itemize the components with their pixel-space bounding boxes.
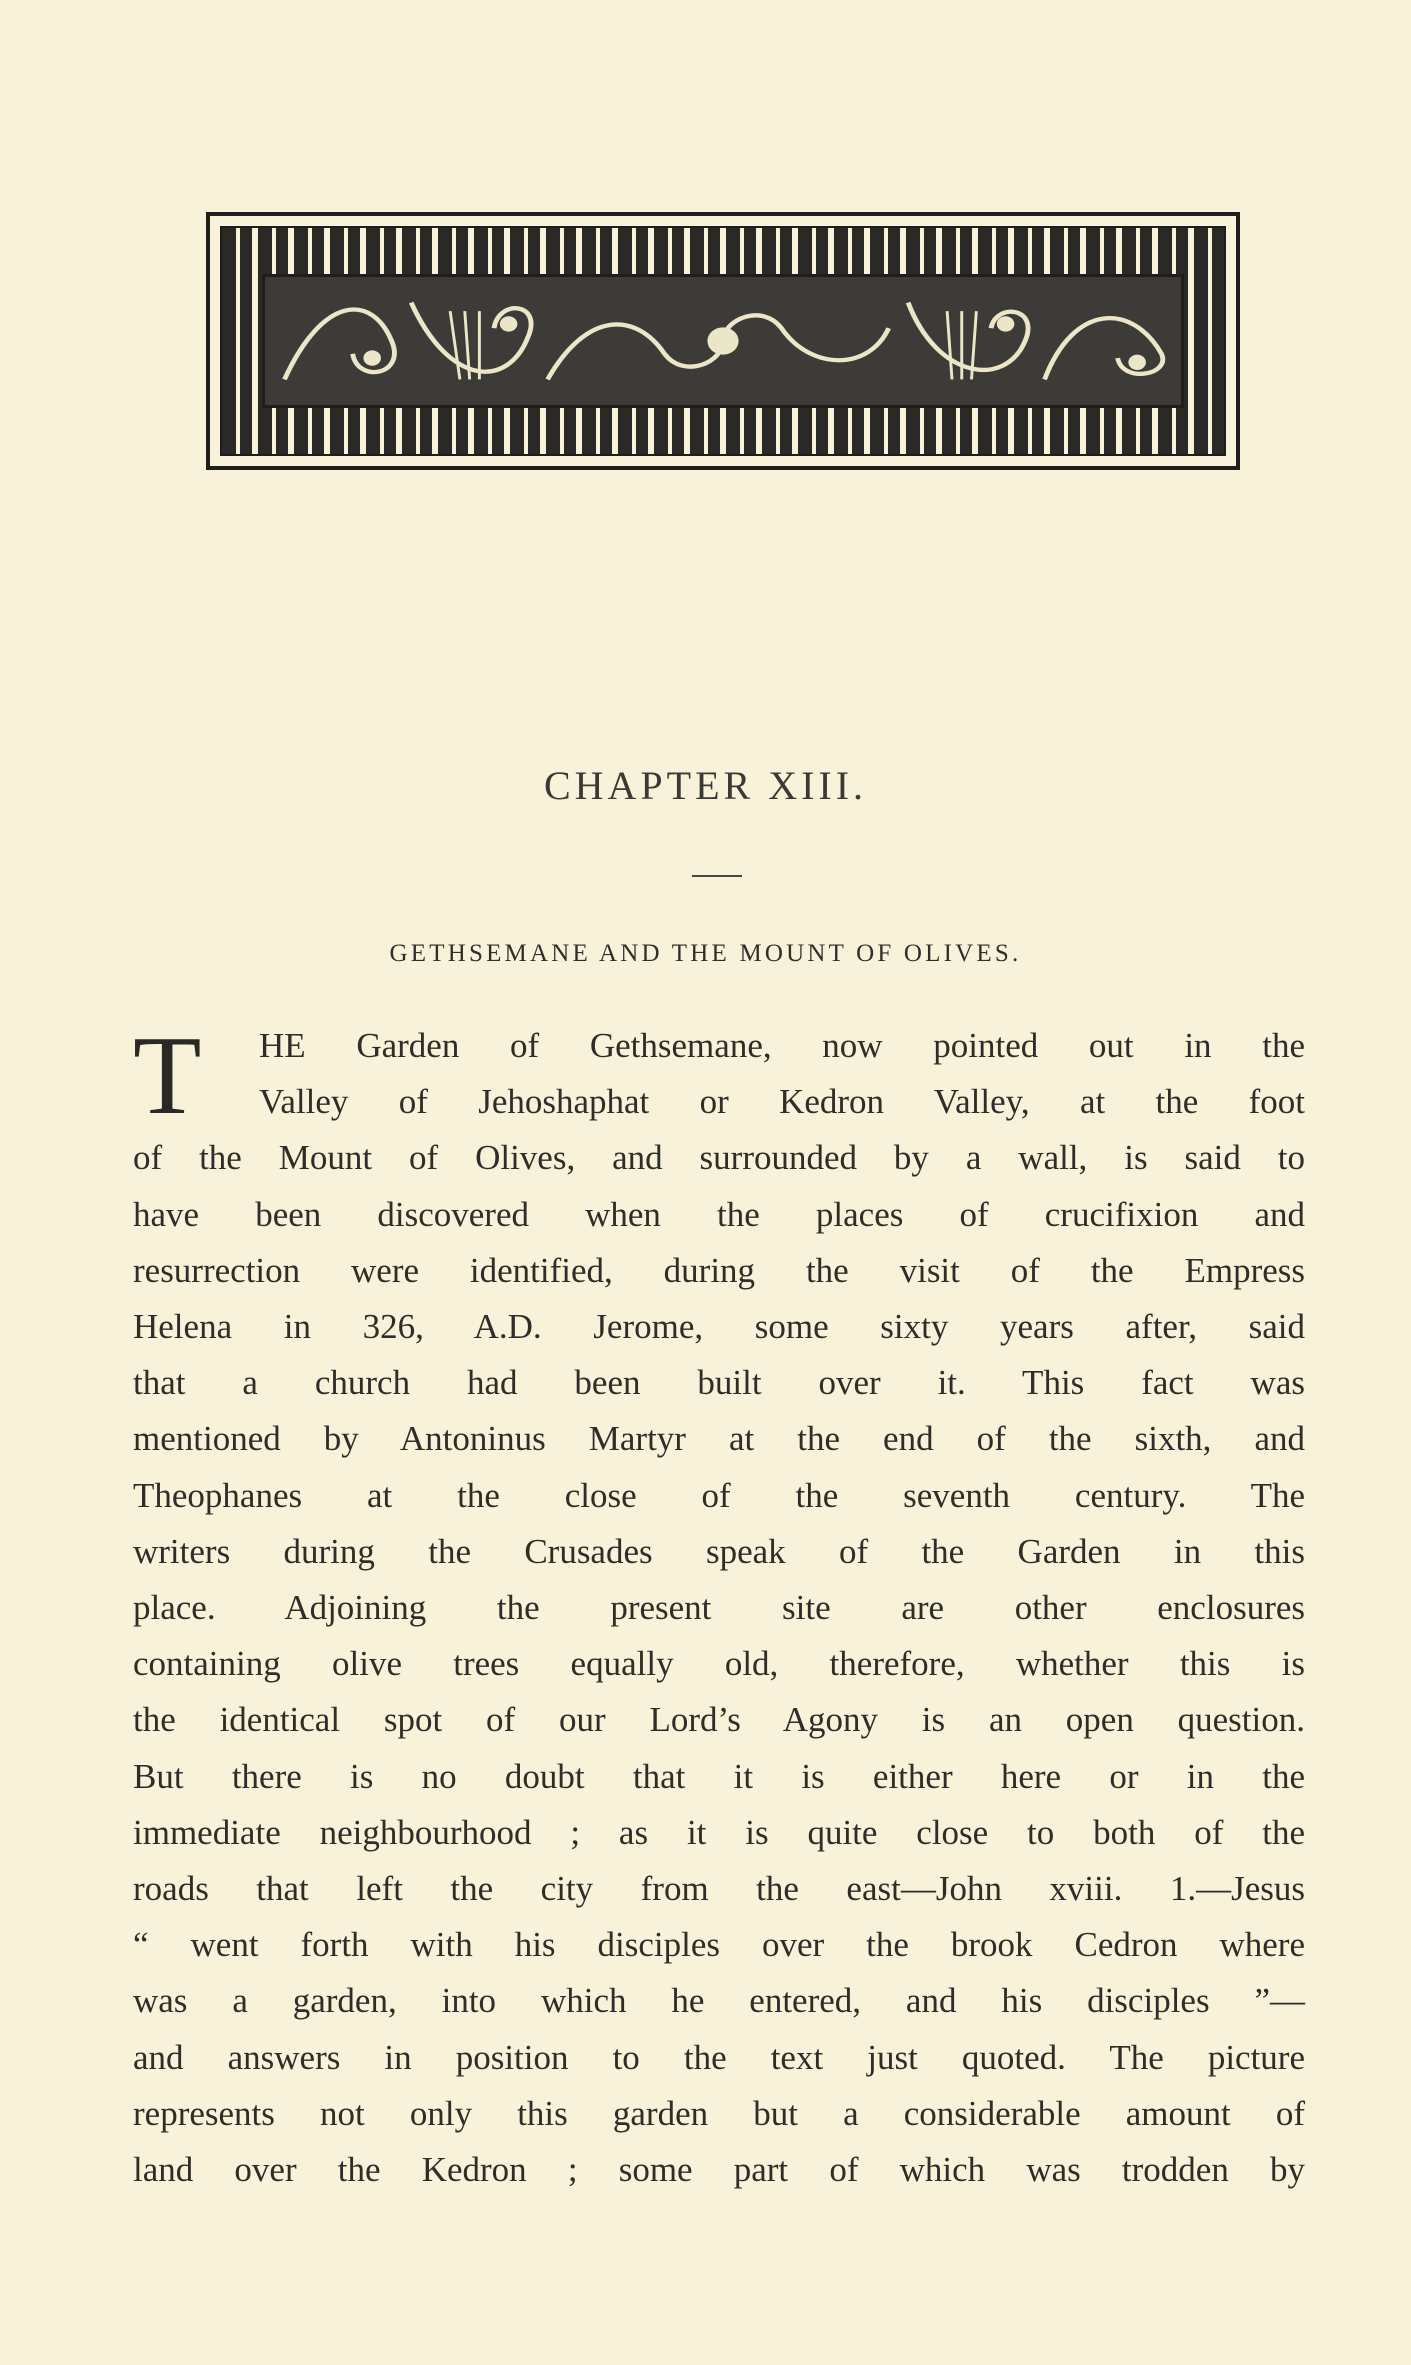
body-line: Helena in 326, A.D. Jerome, some sixty years after, said [133,1307,1305,1347]
fret-border [220,226,1226,456]
body-line: of the Mount of Olives, and surrounded by a wall, is said to [133,1138,1305,1178]
body-line: resurrection were identified, during the visit of the Empress [133,1250,1305,1290]
body-line: and answers in position to the text just quoted. The picture [133,2037,1305,2077]
body-line: the identical spot of our Lord’s Agony is an open question. [133,1700,1305,1740]
body-line: immediate neighbourhood ; as it is quite close to both of the [133,1812,1305,1852]
scroll-ornament-icon [262,274,1184,408]
chapter-heading: CHAPTER XIII. [543,763,868,808]
chapter-body [133,1014,1305,2198]
body-line: place. Adjoining the present site are other enclosures [133,1588,1305,1628]
body-line: land over the Kedron ; some part of which was trodden by [133,2150,1305,2190]
chapter-title: GETHSEMANE AND THE MOUNT OF OLIVES. [389,940,1022,967]
body-line: that a church had been built over it. This fact was [133,1363,1305,1403]
body-line: HE Garden of Gethsemane, now pointed out in the [259,1026,1305,1065]
body-line: mentioned by Antoninus Martyr at the end of the sixth, and [133,1419,1305,1459]
body-line: But there is no doubt that it is either here or in the [133,1756,1305,1796]
body-line: roads that left the city from the east—John xviii. 1.—Jesus [133,1869,1305,1909]
heading-divider [692,875,742,877]
body-line: have been discovered when the places of crucifixion and [133,1194,1305,1234]
ornamental-header-band [206,212,1240,470]
body-line: represents not only this garden but a considerable amount of [133,2093,1305,2133]
body-line: was a garden, into which he entered, and his disciples ”— [133,1981,1305,2021]
body-line: Theophanes at the close of the seventh century. The [133,1475,1305,1515]
body-line: containing olive trees equally old, therefore, whether this is [133,1644,1305,1684]
drop-cap: T [133,1014,202,1138]
scroll-ornament-svg [265,277,1181,405]
body-line: Valley of Jehoshaphat or Kedron Valley, at the foot [259,1082,1305,1122]
body-line: writers during the Crusades speak of the Garden in this [133,1531,1305,1571]
body-line: “ went forth with his disciples over the brook Cedron where [133,1925,1305,1965]
